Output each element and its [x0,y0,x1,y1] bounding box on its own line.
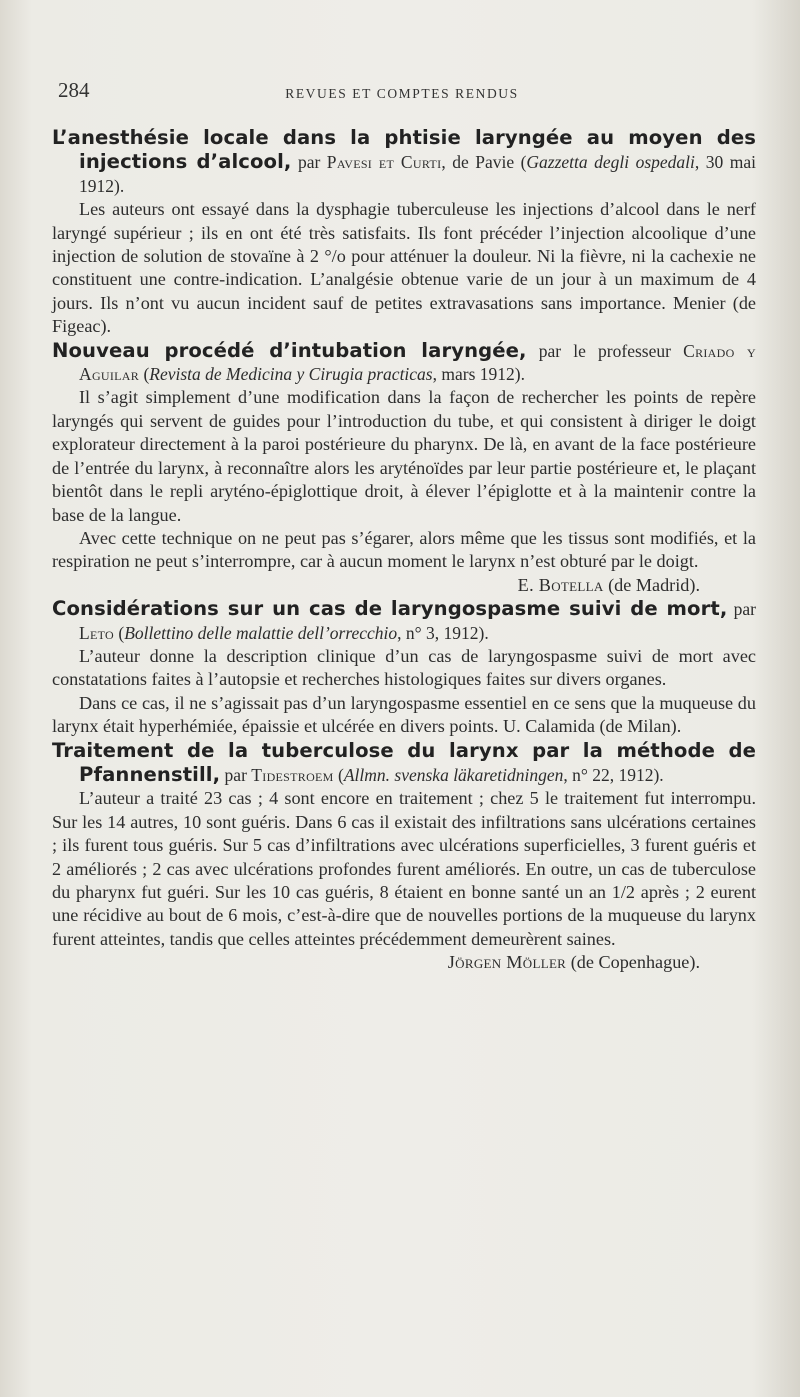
article-paragraph: L’auteur donne la description clinique d’un cas de laryngospasme suivi de mort avec constatations faites à l’autopsie et recherches histologiques faites sur divers organes. [52,645,756,690]
article-from: ( [333,764,344,785]
article-source: Revista de Medicina y Cirugia practicas [149,364,433,385]
article-source: Gazzetta degli ospedali [526,152,695,173]
article-paragraph: L’auteur a traité 23 cas ; 4 sont encore en traitement ; chez 5 le traitement fut interrompu. Sur les 14 autres, 10 sont guéris. Dans 6 cas il existait des infiltrations sans ulcérations certaines ; ils furent tous guéris. Sur 5 cas d’infiltrations avec ulcérations superficielles, 3 furent guéris et 2 améliorés ; 2 cas avec ulcérations profondes furent améliorés. En outre, un cas de tuberculose du pharynx fut guéri. Sur les 10 cas guéris, 8 étaient en bonne santé un an 1/2 après ; 2 eurent une récidive au bout de 6 mois, c’est-à-dire que de nouvelles portions de la muqueuse du larynx furent atteintes, tandis que celles atteintes précédemment demeurèrent saines. [52,788,756,949]
article-date: , n° 3, 1912). [397,622,489,643]
article-authors: Tidestroem [251,764,334,785]
article-paragraph: Il s’agit simplement d’une modification dans la façon de rechercher les points de repère laryngés qui servent de guides pour l’introduction du tube, et qui consistent à diriger le doigt explorateur directement à la paroi postérieure du pharynx. De là, en avant de la face postérieure de l’entrée du larynx, à reconnaître alors les aryténoïdes par leur partie postérieure et, le plaçant bientôt dans le repli aryténo-épiglottique droit, à élever l’épiglotte et à la maintenir contre la base de la langue. [52,387,756,525]
article-list [52,126,756,975]
article-signature [52,574,756,597]
article-from: , de Pavie ( [441,152,527,173]
article-by: par [291,152,327,173]
page-number: 284 [58,78,90,102]
article-paragraph: Avec cette technique on ne peut pas s’égarer, alors même que les tissus sont modifiés, et la respiration ne peut s’interrompre, car à aucun moment le larynx n’est obturé par le doigt. [52,527,756,572]
page-header [52,78,752,112]
article-source: Allmn. svenska läkaretidningen [343,764,564,785]
signature-place: (de Copenhague). [566,952,700,973]
running-head: REVUES ET COMPTES RENDUS [285,86,519,101]
article-heading [52,126,756,198]
article-paragraph: Dans ce cas, il ne s’agissait pas d’un laryngospasme essentiel en ce sens que la muqueuse du larynx était hyperhémiée, épaissie et ulcérée en divers points. U. Calamida (de Milan). [52,692,756,737]
article-title: L’anesthésie locale dans la phtisie laryngée au moyen des injections d’alcool, [52,126,756,174]
signature-name: E. Botella [517,574,604,595]
article-heading [52,597,756,645]
signature-name: Jörgen Möller [447,952,567,973]
article-by: par [220,764,252,785]
article-signature [52,951,756,974]
article-date: , n° 22, 1912). [563,764,664,785]
article-title: Traitement de la tuberculose du larynx par la méthode de Pfannenstill, [52,738,756,786]
article-title: Nouveau procédé d’intubation laryngée, [52,338,527,362]
signature-place: (de Madrid). [603,574,700,595]
article-authors: Pavesi et Curti [326,152,442,173]
article-authors: Criado y Aguilar [79,340,756,385]
article-paragraph: Les auteurs ont essayé dans la dysphagie tuberculeuse les injections d’alcool dans le nerf laryngé supérieur ; ils en ont été très satisfaits. Ils font précéder l’injection alcoolique d’une injection de solution de stovaïne à 2 °/o pour atténuer la douleur. Ni la fièvre, ni la cachexie ne constituent une contre-indication. L’analgésie obtenue varie de un jour à un maximum de 4 jours. Ils n’ont vu aucun incident sauf de petites extravasations sans importance. Menier (de Figeac). [52,199,756,337]
article-authors: Leto [79,622,114,643]
article-by: par le professeur [526,340,684,361]
article-heading [52,739,756,788]
article-anesthesie [52,126,756,339]
article-tuberculose [52,739,756,975]
article-title: Considérations sur un cas de laryngospasme suivi de mort, [52,597,728,621]
article-intubation [52,339,756,597]
article-date: , 30 mai 1912). [79,152,756,196]
article-date: , mars 1912). [432,364,525,385]
article-source: Bollettino delle malattie dell’orrecchio [124,622,398,643]
article-laryngospasme [52,597,756,738]
article-heading [52,339,756,387]
article-from: ( [114,622,125,643]
article-from: ( [139,364,150,385]
article-by: par [727,599,756,620]
